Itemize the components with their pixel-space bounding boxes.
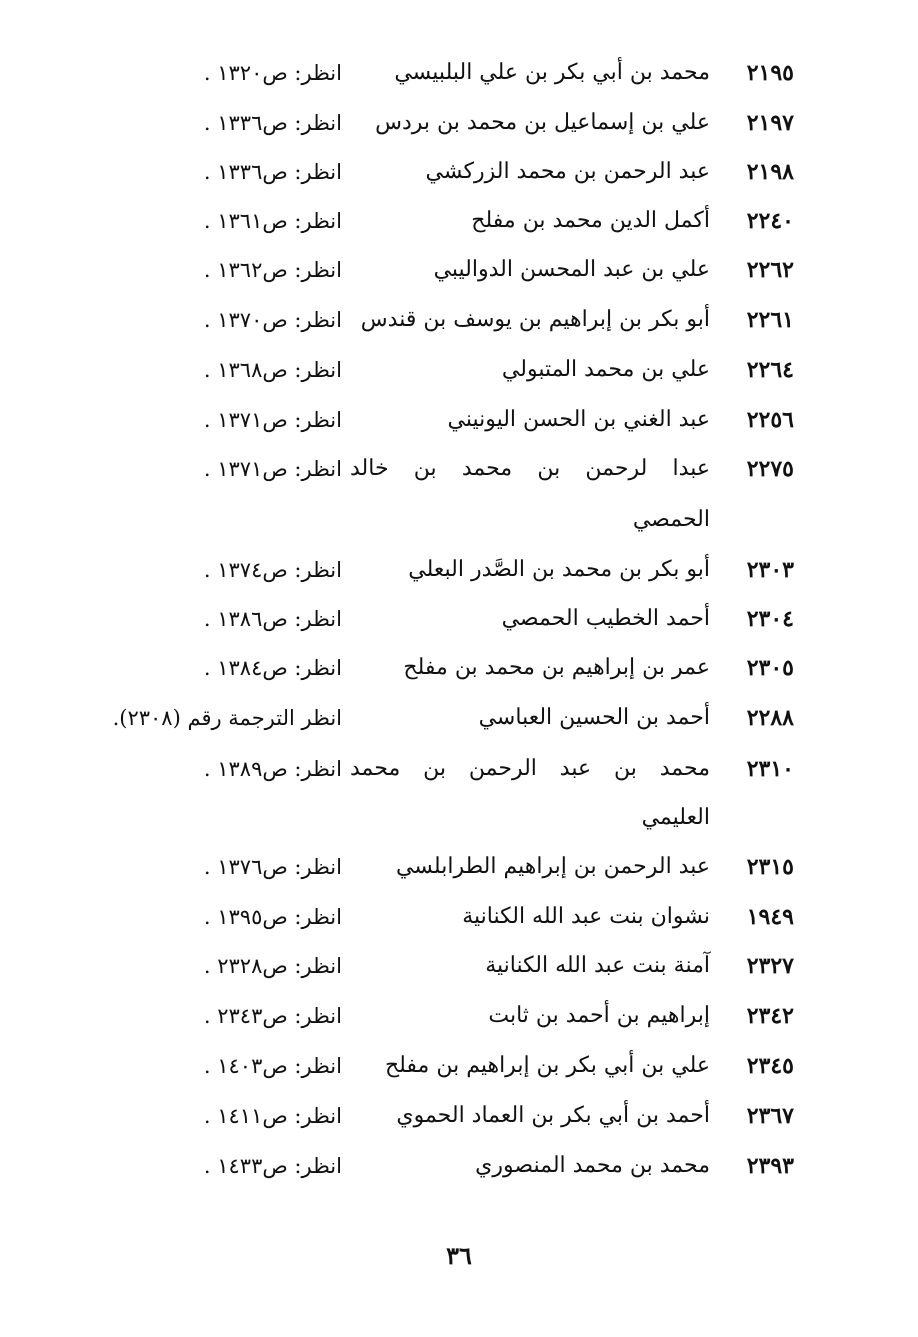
index-entry bbox=[0, 996, 918, 1036]
index-entry bbox=[0, 897, 918, 937]
entry-name: محمد بن أبي بكر بن علي البلبيسي bbox=[394, 60, 710, 85]
entry-number: ٢٣٩٣ bbox=[746, 1153, 794, 1179]
entry-name: نشوان بنت عبد الله الكنانية bbox=[462, 904, 710, 929]
index-entry-continuation bbox=[0, 798, 918, 838]
entry-number: ٢٣١٥ bbox=[746, 854, 794, 880]
entry-reference: انظر: ص١٣٨٩ . bbox=[203, 757, 342, 781]
index-entry bbox=[0, 300, 918, 340]
entry-name: علي بن عبد المحسن الدواليبي bbox=[433, 257, 710, 282]
entry-number: ٢٢٦١ bbox=[746, 307, 794, 333]
index-entry bbox=[0, 350, 918, 390]
entry-number: ٢١٩٨ bbox=[746, 159, 794, 185]
entry-number: ٢٣٤٢ bbox=[746, 1003, 794, 1029]
entry-number: ٢٣٠٤ bbox=[746, 606, 794, 632]
entry-reference: انظر: ص٢٣٤٣ . bbox=[203, 1004, 342, 1028]
entry-reference: انظر: ص١٤١١ . bbox=[203, 1104, 342, 1128]
entry-reference: انظر: ص١٣٦٨ . bbox=[203, 358, 342, 382]
entry-reference: انظر: ص١٣٦٢ . bbox=[203, 258, 342, 282]
entry-reference: انظر: ص١٣٨٤ . bbox=[203, 656, 342, 680]
entry-name: عبد الرحمن بن محمد الزركشي bbox=[425, 159, 710, 184]
entry-name-continuation: العليمي bbox=[641, 805, 710, 830]
entry-number: ٢٣٠٣ bbox=[746, 557, 794, 583]
entry-reference: انظر: ص١٣٧٦ . bbox=[203, 855, 342, 879]
index-entry bbox=[0, 400, 918, 440]
entry-number: ٢٢٦٢ bbox=[746, 257, 794, 283]
entry-name: أحمد بن أبي بكر بن العماد الحموي bbox=[396, 1103, 710, 1128]
entry-name: عمر بن إبراهيم بن محمد بن مفلح bbox=[403, 655, 710, 680]
entry-reference: انظر: ص١٣٣٦ . bbox=[203, 111, 342, 135]
entry-reference: انظر: ص١٣٧١ . bbox=[203, 408, 342, 432]
index-entry bbox=[0, 250, 918, 290]
index-entry bbox=[0, 599, 918, 639]
entry-name: علي بن محمد المتبولي bbox=[501, 357, 710, 382]
entry-number: ٢٢٥٦ bbox=[746, 407, 794, 433]
entry-name: محمد بن محمد المنصوري bbox=[475, 1153, 710, 1178]
entry-reference: انظر: ص١٣٢٠ . bbox=[203, 61, 342, 85]
entry-reference: انظر: ص١٣٧٤ . bbox=[203, 558, 342, 582]
entry-number: ٢١٩٧ bbox=[746, 110, 794, 136]
entry-reference: انظر: ص١٣٨٦ . bbox=[203, 607, 342, 631]
entry-name: إبراهيم بن أحمد بن ثابت bbox=[488, 1003, 710, 1028]
entry-name: علي بن إسماعيل بن محمد بن بردس bbox=[375, 110, 710, 135]
entry-number: ٢٣٢٧ bbox=[746, 953, 794, 979]
entry-name: محمد بن عبد الرحمن بن محمد bbox=[350, 756, 710, 781]
entry-name: عبد الرحمن بن إبراهيم الطرابلسي bbox=[395, 854, 710, 879]
index-entry bbox=[0, 201, 918, 241]
entry-number: ٢١٩٥ bbox=[746, 60, 794, 86]
index-entry bbox=[0, 648, 918, 688]
entry-reference: انظر: ص٢٣٢٨ . bbox=[203, 954, 342, 978]
index-entry bbox=[0, 946, 918, 986]
entry-number: ٢٣١٠ bbox=[746, 756, 794, 782]
entry-name: أحمد الخطيب الحمصي bbox=[501, 606, 710, 631]
entry-name: عبدا لرحمن بن محمد بن خالد bbox=[350, 456, 710, 481]
entry-number: ١٩٤٩ bbox=[746, 904, 794, 930]
page-number: ٣٦ bbox=[446, 1241, 472, 1270]
index-entry bbox=[0, 449, 918, 489]
index-entry bbox=[0, 749, 918, 789]
entry-name: عبد الغني بن الحسن اليونيني bbox=[447, 407, 710, 432]
index-entry bbox=[0, 1096, 918, 1136]
entry-name: آمنة بنت عبد الله الكنانية bbox=[485, 953, 710, 978]
entry-number: ٢٣٦٧ bbox=[746, 1103, 794, 1129]
entry-name-continuation: الحمصي bbox=[632, 507, 710, 532]
index-entry bbox=[0, 847, 918, 887]
index-entry bbox=[0, 103, 918, 143]
entry-reference: انظر: ص١٣٦١ . bbox=[203, 209, 342, 233]
entry-reference: انظر: ص١٤٣٣ . bbox=[203, 1154, 342, 1178]
index-entry bbox=[0, 550, 918, 590]
entry-reference: انظر: ص١٣٩٥ . bbox=[203, 905, 342, 929]
index-entry bbox=[0, 1146, 918, 1186]
entry-name: أبو بكر بن محمد بن الصَّدر البعلي bbox=[408, 557, 710, 582]
entry-name: أبو بكر بن إبراهيم بن يوسف بن قندس bbox=[360, 307, 710, 332]
index-entry-continuation bbox=[0, 500, 918, 540]
entry-reference: انظر: ص١٣٣٦ . bbox=[203, 160, 342, 184]
entry-name: علي بن أبي بكر بن إبراهيم بن مفلح bbox=[384, 1053, 710, 1078]
entry-name: أكمل الدين محمد بن مفلح bbox=[471, 208, 710, 233]
entry-reference: انظر: ص١٣٧١ . bbox=[203, 457, 342, 481]
index-entry bbox=[0, 152, 918, 192]
entry-reference: انظر: ص١٣٧٠ . bbox=[203, 308, 342, 332]
index-entry bbox=[0, 698, 918, 738]
entry-number: ٢٢٤٠ bbox=[746, 208, 794, 234]
entry-number: ٢٢٨٨ bbox=[746, 705, 794, 731]
entry-number: ٢٢٦٤ bbox=[746, 357, 794, 383]
entry-number: ٢٣٤٥ bbox=[746, 1053, 794, 1079]
entry-name: أحمد بن الحسين العباسي bbox=[478, 705, 710, 730]
index-entry bbox=[0, 53, 918, 93]
entry-reference: انظر: ص١٤٠٣ . bbox=[203, 1054, 342, 1078]
entry-number: ٢٣٠٥ bbox=[746, 655, 794, 681]
index-entry bbox=[0, 1046, 918, 1086]
entry-number: ٢٢٧٥ bbox=[746, 456, 794, 482]
entry-reference: انظر الترجمة رقم (٢٣٠٨). bbox=[112, 706, 342, 730]
